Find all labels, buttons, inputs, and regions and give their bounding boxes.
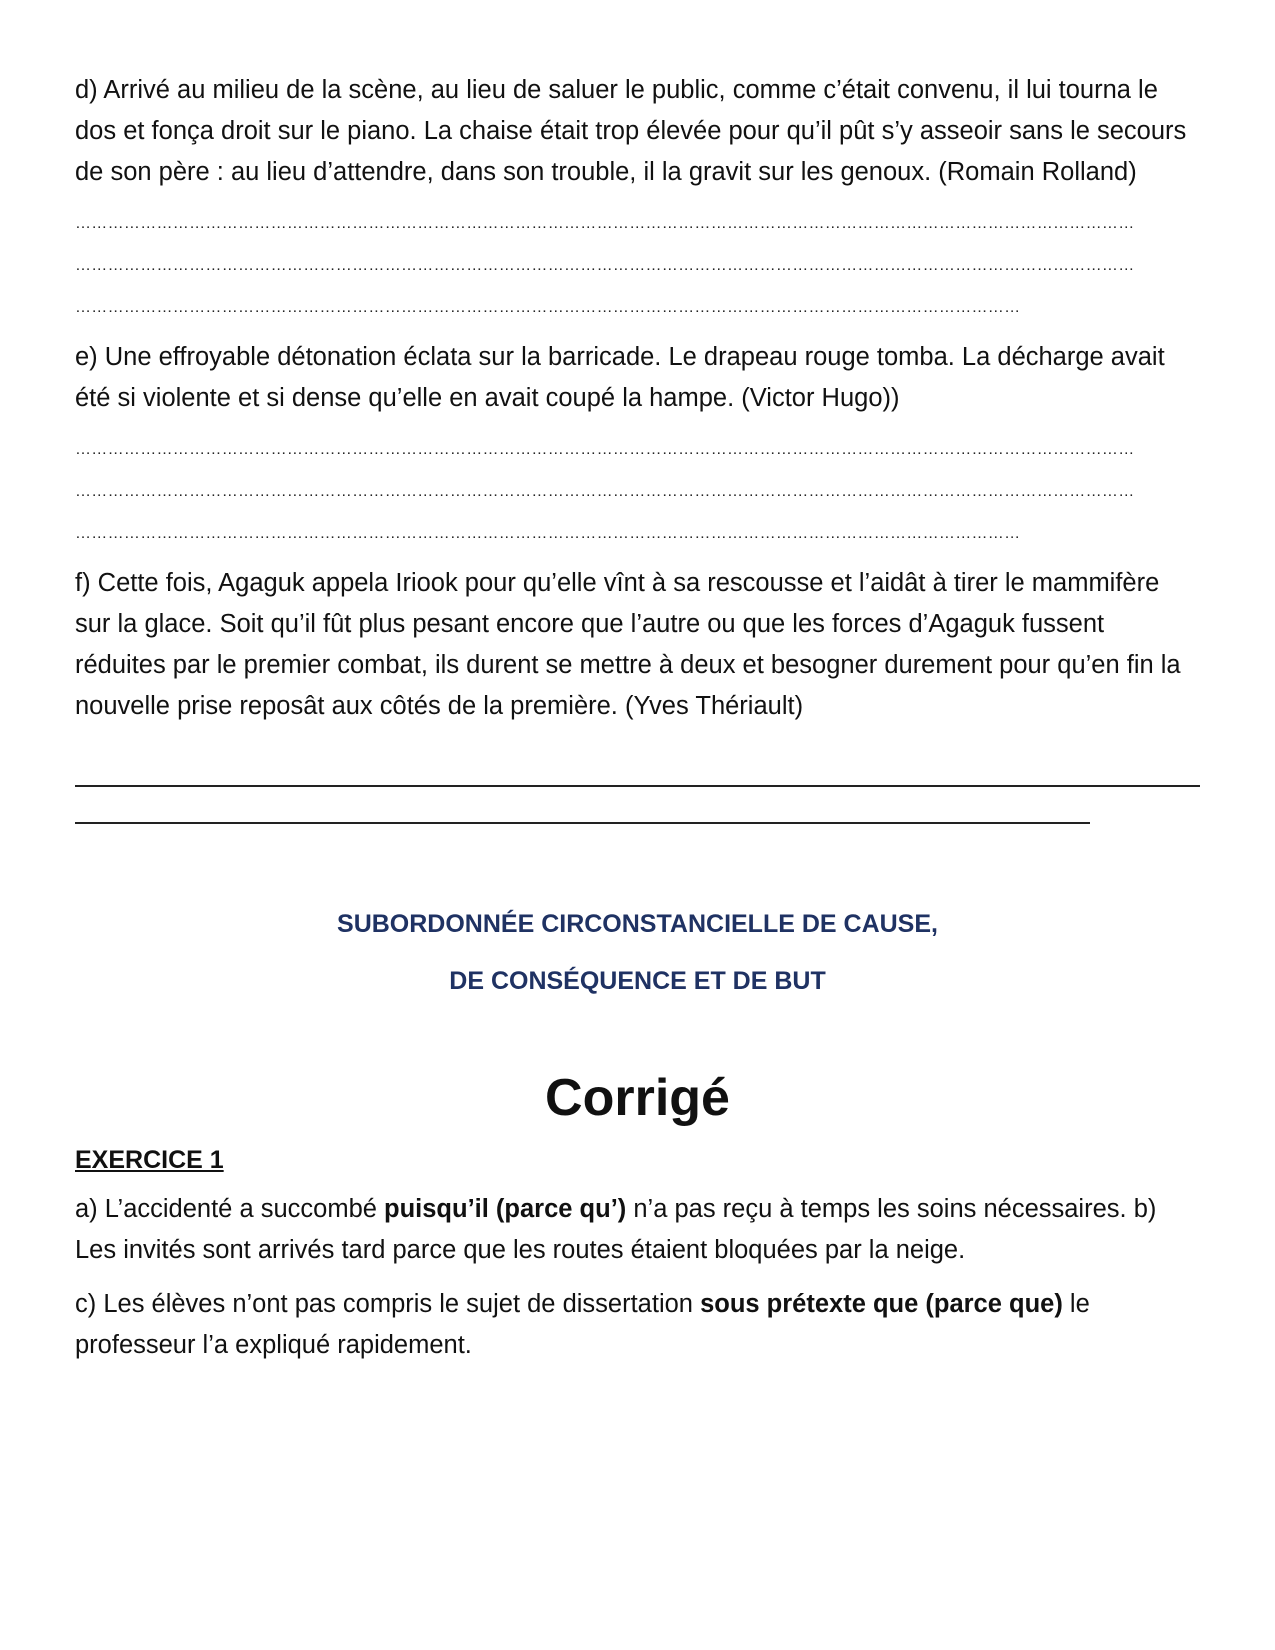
answer-area-d[interactable] [75, 203, 1200, 329]
document-page [75, 70, 1200, 1366]
exercise-item-d: d) Arrivé au milieu de la scène, au lieu de saluer le public, comme c’était convenu, il lui tourna le dos et fonça droit sur le piano. La chaise était trop élevée pour qu’il pût s’y asseoir sans le secours de son père : au lieu d’attendre, dans son trouble, il la gravit sur les genoux. (Romain Rolland) [75, 76, 1187, 186]
section-header [75, 896, 1200, 1010]
answer-text: c) Les élèves n’ont pas compris le sujet de dissertation [75, 1290, 701, 1318]
answer-line[interactable]: ………………………………………………………………………………………………………………………………………………………… [75, 525, 1021, 542]
answer-text: n’a pas reçu à temps les soins nécessaires. b) Les invités sont arrivés tard parce que les routes étaient bloquées par la neige. [75, 1195, 1157, 1264]
answer-line[interactable]: …………………………………………………………………………………………………………………………………………………………………………… [75, 257, 1135, 274]
answer-c [75, 1284, 1200, 1366]
answer-underline[interactable] [75, 822, 1090, 824]
answer-line[interactable]: …………………………………………………………………………………………………………………………………………………………………………… [75, 483, 1135, 500]
exercise-item-e: e) Une effroyable détonation éclata sur la barricade. Le drapeau rouge tomba. La décharge avait été si violente et si dense qu’elle en avait coupé la hampe. (Victor Hugo)) [75, 343, 1165, 412]
answer-underline[interactable] [75, 785, 1200, 787]
answer-line[interactable]: ………………………………………………………………………………………………………………………………………………………… [75, 299, 1021, 316]
answer-a-b [75, 1189, 1200, 1271]
answer-keyword: puisqu’il (parce qu’) [384, 1195, 627, 1223]
corrige-title: Corrigé [545, 1069, 730, 1127]
section-title-line2: DE CONSÉQUENCE ET DE BUT [449, 967, 826, 995]
exercise-1-heading: EXERCICE 1 [75, 1146, 224, 1174]
answer-line[interactable]: …………………………………………………………………………………………………………………………………………………………………………… [75, 215, 1135, 232]
answer-line[interactable]: …………………………………………………………………………………………………………………………………………………………………………… [75, 441, 1135, 458]
section-title-line1: SUBORDONNÉE CIRCONSTANCIELLE DE CAUSE, [337, 910, 938, 938]
answer-keyword: sous prétexte que (parce que) [700, 1290, 1063, 1318]
answer-area-f[interactable] [75, 785, 1200, 824]
answer-text: a) L’accidenté a succombé [75, 1195, 385, 1223]
exercise-item-f: f) Cette fois, Agaguk appela Iriook pour qu’elle vînt à sa rescousse et l’aidât à tirer le mammifère sur la glace. Soit qu’il fût plus pesant encore que l’autre ou que les forces d’Agaguk fussent réduites par le premier combat, ils durent se mettre à deux et besogner durement pour qu’en fin la nouvelle prise reposât aux côtés de la première. (Yves Thériault) [75, 569, 1181, 720]
answer-text: le professeur l’a expliqué rapidement. [75, 1290, 1090, 1359]
answer-area-e[interactable] [75, 429, 1200, 555]
